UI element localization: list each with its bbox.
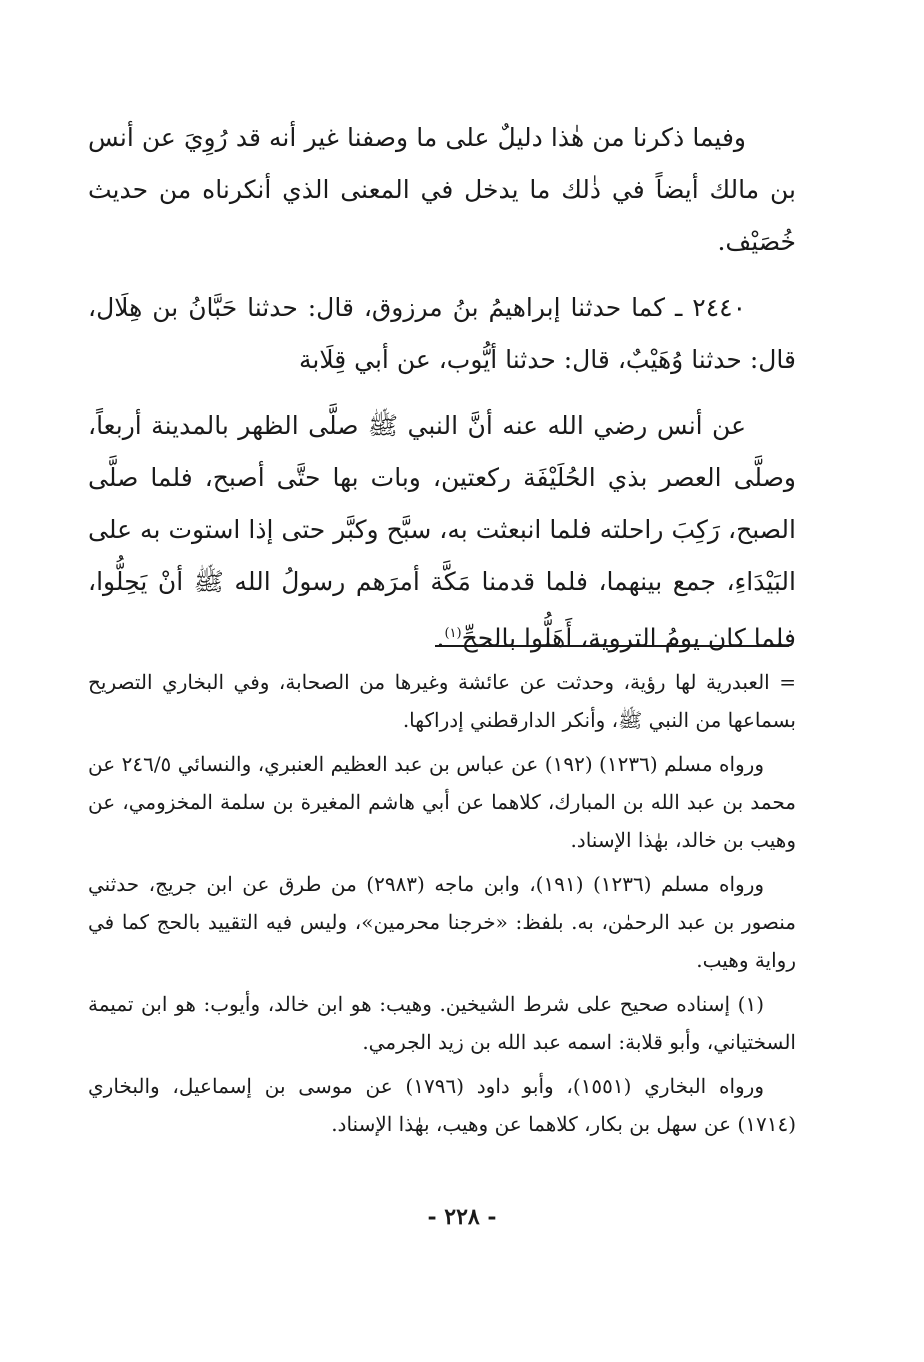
main-text (88, 112, 796, 664)
footnote-paragraph: ورواه مسلم (١٢٣٦) (١٩١)، وابن ماجه (٢٩٨٣) من طرق عن ابن جريج، حدثني منصور بن عبد الرحمٰن، به. بلفظ: «خرجنا محرمين»، وليس فيه التقييد بالحج كما في رواية وهيب. (88, 872, 796, 972)
footnote-paragraph: ورواه البخاري (١٥٥١)، وأبو داود (١٧٩٦) عن موسى بن إسماعيل، والبخاري (١٧١٤) عن سهل بن بكار، كلاهما عن وهيب، بهٰذا الإسناد. (88, 1074, 796, 1136)
page-number: - ٢٢٨ - (427, 1204, 497, 1230)
footnotes (88, 663, 796, 1143)
footnote-paragraph: ورواه مسلم (١٢٣٦) (١٩٢) عن عباس بن عبد العظيم العنبري، والنسائي ٢٤٦/٥ عن محمد بن عبد الله بن المبارك، كلاهما عن أبي هاشم المغيرة بن سلمة المخزومي، عن وهيب بن خالد، بهٰذا الإسناد. (88, 752, 796, 852)
hadith-text: عن أنس رضي الله عنه أنَّ النبي ﷺ صلَّى الظهر بالمدينة أربعاً، وصلَّى العصر بذي الحُلَيْفَة ركعتين، وبات بها حتَّى أصبح، فلما صلَّى الصبح، رَكِبَ راحلته فلما انبعثت به، سبَّح وكبَّر حتى إذا استوت به على البَيْدَاءِ، جمع بينهما، فلما قدمنا مَكَّة أمرَهم رسولُ الله ﷺ أنْ يَحِلُّوا، فلما كان يومُ التروية، أَهَلُّوا بالحجِّ (88, 411, 796, 653)
footnote-continuation: = العبدرية لها رؤية، وحدثت عن عائشة وغيرها من الصحابة، وفي البخاري التصريح بسماعها من النبي ﷺ، وأنكر الدارقطني إدراكها. (88, 670, 796, 732)
hadith-text-paragraph: عن أنس رضي الله عنه أنَّ النبي ﷺ صلَّى الظهر بالمدينة أربعاً، وصلَّى العصر بذي الحُلَيْفَة ركعتين، وبات بها حتَّى أصبح، فلما صلَّى الصبح، رَكِبَ راحلته فلما انبعثت به، سبَّح وكبَّر حتى إذا استوت به على البَيْدَاءِ، جمع بينهما، فلما قدمنا مَكَّة أمرَهم رسولُ الله ﷺ أنْ يَحِلُّوا، فلما كان يومُ التروية، أَهَلُّوا بالحجِّ$^{(١)}$. (88, 411, 796, 653)
hadith-chain-paragraph: ٢٤٤٠ ـ كما حدثنا إبراهيمُ بنُ مرزوق، قال: حدثنا حَبَّانُ بن هِلَال، قال: حدثنا وُهَيْبٌ، قال: حدثنا أيُّوب، عن أبي قِلَابة (88, 293, 796, 374)
intro-paragraph: وفيما ذكرنا من هٰذا دليلٌ على ما وصفنا غير أنه قد رُوِيَ عن أنس بن مالك أيضاً في ذٰلك ما يدخل في المعنى الذي أنكرناه من حديث خُصَيْف. (88, 123, 796, 256)
footnote-1: (١) إسناده صحيح على شرط الشيخين. وهيب: هو ابن خالد، وأيوب: هو ابن تميمة السختياني، وأبو قلابة: اسمه عبد الله بن زيد الجرمي. (88, 992, 796, 1054)
footnote-reference: (١) (444, 626, 462, 641)
footnote-divider (435, 645, 789, 647)
